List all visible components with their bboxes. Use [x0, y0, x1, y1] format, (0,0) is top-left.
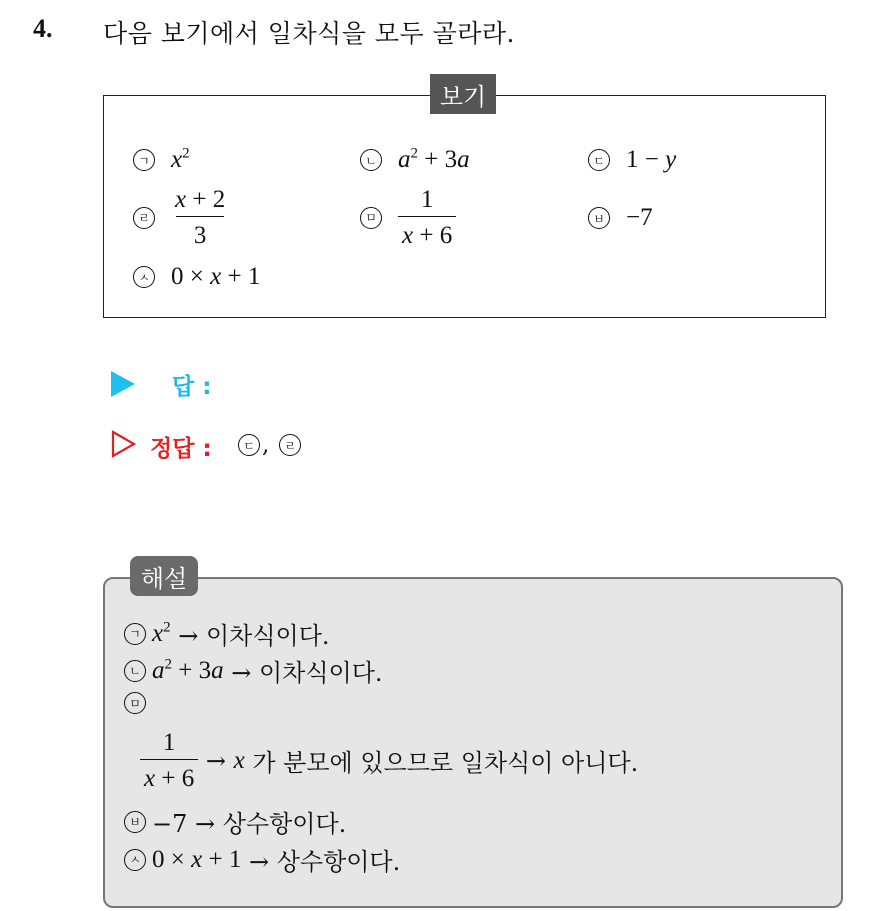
item-mark: ㄷ — [588, 149, 610, 171]
item-mark: ㄴ — [360, 149, 382, 171]
item-mark: ㅅ — [133, 266, 155, 288]
bogi-item-4 — [133, 187, 229, 248]
item-mark: ㅁ — [360, 207, 382, 229]
bogi-item-3: ㄷ 1 − y — [588, 146, 676, 174]
item-mark: ㄱ — [133, 149, 155, 171]
correct-arrow-icon — [111, 430, 137, 458]
bogi-item-6: ㅂ −7 — [588, 204, 653, 232]
fraction: $\frac{1}{x + 6}$ — [398, 187, 456, 248]
bogi-item-7: ㅅ 0 × x + 1 — [133, 263, 260, 291]
explanation-line-1: ㄱ $x^2$ → 이차식이다. — [124, 616, 330, 651]
item-mark: ㅂ — [588, 207, 610, 229]
question-text: 다음 보기에서 일차식을 모두 골라라. — [103, 19, 515, 48]
bogi-item-1: ㄱ $x^2$ — [133, 146, 190, 174]
answer-mark: ㄷ — [238, 434, 260, 456]
answer-label: 답 : — [172, 374, 212, 400]
fraction: $\frac{x + 2}{3}$ — [175, 186, 226, 249]
item-mark: ㄹ — [133, 207, 155, 229]
correct-answer: ㄷ , ㄹ — [238, 432, 307, 458]
question-number: 4. — [33, 14, 53, 43]
explanation-line-5: ㅅ 0 × x + 1 → 상수항이다. — [124, 842, 400, 877]
bogi-item-5 — [360, 187, 456, 248]
explanation-label: 해설 — [130, 556, 198, 596]
answer-arrow-icon — [111, 371, 135, 397]
explanation-line-4: ㅂ −7 → 상수항이다. — [124, 804, 346, 839]
bogi-label: 보기 — [430, 74, 496, 114]
explanation-line-3: $\frac{1}{x + 6}$ → x 가 분모에 있으므로 일차식이 아니다. — [140, 730, 638, 791]
explanation-line-3-mark: ㅁ — [124, 692, 152, 714]
correct-label: 정답 : — [150, 436, 212, 462]
bogi-item-2: ㄴ $a^2 + 3a$ — [360, 146, 470, 174]
answer-mark: ㄹ — [279, 434, 301, 456]
fraction: $\frac{1}{x + 6}$ — [140, 730, 198, 791]
explanation-line-2: ㄴ $a^2 + 3a$ → 이차식이다. — [124, 653, 383, 688]
